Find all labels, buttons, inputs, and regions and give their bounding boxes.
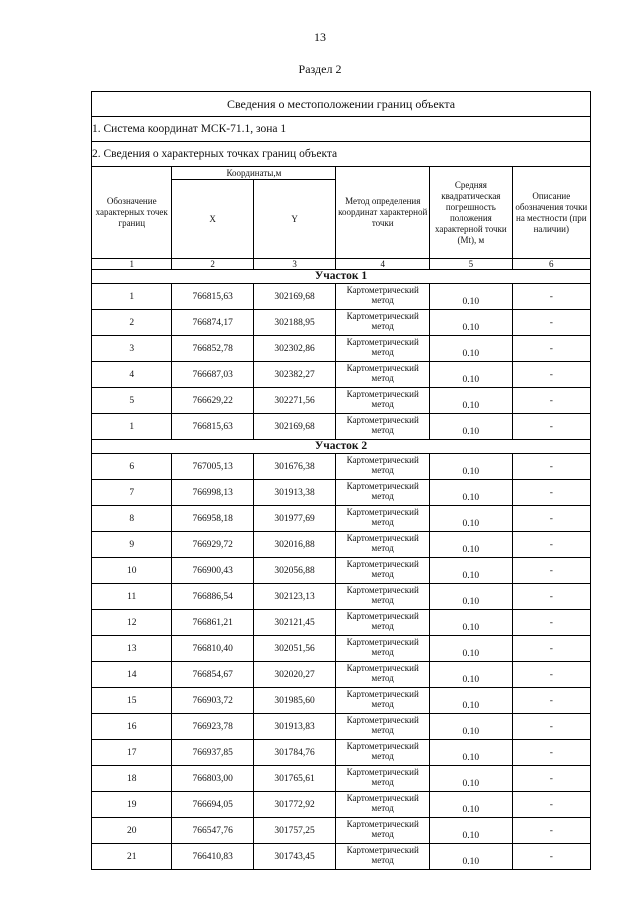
- point-id-cell: 14: [92, 662, 172, 688]
- y-coordinate-cell: 301743,45: [253, 844, 335, 870]
- column-number: 4: [336, 259, 430, 270]
- section-title: Раздел 2: [298, 62, 342, 76]
- table-row: [92, 844, 591, 870]
- table-row: [92, 740, 591, 766]
- table-row: [92, 480, 591, 506]
- accuracy-cell: 0.10: [430, 662, 512, 688]
- accuracy-cell: 0.10: [430, 740, 512, 766]
- point-id-cell: 3: [92, 336, 172, 362]
- point-id-cell: 8: [92, 506, 172, 532]
- description-cell: -: [512, 766, 590, 792]
- x-coordinate-cell: 767005,13: [172, 454, 253, 480]
- y-coordinate-cell: 302188,95: [253, 310, 335, 336]
- accuracy-cell: 0.10: [430, 792, 512, 818]
- table-row: [92, 792, 591, 818]
- point-id-cell: 13: [92, 636, 172, 662]
- method-cell: Картометрический метод: [336, 414, 430, 440]
- section-name: Участок 1: [92, 270, 591, 284]
- x-coordinate-cell: 766629,22: [172, 388, 253, 414]
- method-cell: Картометрический метод: [336, 844, 430, 870]
- x-coordinate-cell: 766854,67: [172, 662, 253, 688]
- accuracy-cell: 0.10: [430, 558, 512, 584]
- y-coordinate-cell: 301913,83: [253, 714, 335, 740]
- point-id-cell: 20: [92, 818, 172, 844]
- description-cell: -: [512, 414, 590, 440]
- point-id-cell: 12: [92, 610, 172, 636]
- accuracy-cell: 0.10: [430, 584, 512, 610]
- y-coordinate-cell: 301977,69: [253, 506, 335, 532]
- description-cell: -: [512, 284, 590, 310]
- y-coordinate-cell: 302169,68: [253, 284, 335, 310]
- x-coordinate-cell: 766410,83: [172, 844, 253, 870]
- table-row: [92, 636, 591, 662]
- point-id-cell: 11: [92, 584, 172, 610]
- x-coordinate-cell: 766694,05: [172, 792, 253, 818]
- section-name: Участок 2: [92, 440, 591, 454]
- description-cell: -: [512, 558, 590, 584]
- x-coordinate-cell: 766998,13: [172, 480, 253, 506]
- table-row: [92, 414, 591, 440]
- point-id-cell: 19: [92, 792, 172, 818]
- table-row: [92, 662, 591, 688]
- table-row: [92, 610, 591, 636]
- point-id-cell: 7: [92, 480, 172, 506]
- y-coordinate-cell: 302302,86: [253, 336, 335, 362]
- point-id-cell: 16: [92, 714, 172, 740]
- description-cell: -: [512, 336, 590, 362]
- method-cell: Картометрический метод: [336, 284, 430, 310]
- y-coordinate-cell: 301772,92: [253, 792, 335, 818]
- description-cell: -: [512, 792, 590, 818]
- y-coordinate-cell: 302123,13: [253, 584, 335, 610]
- x-coordinate-cell: 766815,63: [172, 414, 253, 440]
- method-cell: Картометрический метод: [336, 506, 430, 532]
- description-cell: -: [512, 584, 590, 610]
- method-cell: Картометрический метод: [336, 688, 430, 714]
- method-cell: Картометрический метод: [336, 714, 430, 740]
- x-coordinate-cell: 766958,18: [172, 506, 253, 532]
- description-cell: -: [512, 454, 590, 480]
- method-cell: Картометрический метод: [336, 454, 430, 480]
- accuracy-cell: 0.10: [430, 414, 512, 440]
- description-cell: -: [512, 662, 590, 688]
- section-row: [92, 440, 591, 454]
- header-x: X: [172, 180, 253, 259]
- description-cell: -: [512, 506, 590, 532]
- y-coordinate-cell: 302051,56: [253, 636, 335, 662]
- table-row: [92, 336, 591, 362]
- accuracy-cell: 0.10: [430, 714, 512, 740]
- x-coordinate-cell: 766687,03: [172, 362, 253, 388]
- x-coordinate-cell: 766937,85: [172, 740, 253, 766]
- y-coordinate-cell: 301676,38: [253, 454, 335, 480]
- x-coordinate-cell: 766886,54: [172, 584, 253, 610]
- point-id-cell: 21: [92, 844, 172, 870]
- description-cell: -: [512, 610, 590, 636]
- accuracy-cell: 0.10: [430, 310, 512, 336]
- accuracy-cell: 0.10: [430, 844, 512, 870]
- table-row: [92, 688, 591, 714]
- coordinate-system-line: 1. Система координат МСК-71.1, зона 1: [92, 117, 591, 142]
- accuracy-cell: 0.10: [430, 532, 512, 558]
- method-cell: Картометрический метод: [336, 336, 430, 362]
- table-row: [92, 284, 591, 310]
- y-coordinate-cell: 302056,88: [253, 558, 335, 584]
- accuracy-cell: 0.10: [430, 454, 512, 480]
- x-coordinate-cell: 766547,76: [172, 818, 253, 844]
- table-row: [92, 766, 591, 792]
- description-cell: -: [512, 818, 590, 844]
- y-coordinate-cell: 301913,38: [253, 480, 335, 506]
- x-coordinate-cell: 766815,63: [172, 284, 253, 310]
- y-coordinate-cell: 302016,88: [253, 532, 335, 558]
- method-cell: Картометрический метод: [336, 740, 430, 766]
- column-number: 3: [253, 259, 335, 270]
- x-coordinate-cell: 766923,78: [172, 714, 253, 740]
- header-description: Описание обозначения точки на местности (при наличии): [512, 167, 590, 259]
- accuracy-cell: 0.10: [430, 818, 512, 844]
- accuracy-cell: 0.10: [430, 636, 512, 662]
- section-row: [92, 270, 591, 284]
- method-cell: Картометрический метод: [336, 532, 430, 558]
- column-number: 6: [512, 259, 590, 270]
- accuracy-cell: 0.10: [430, 388, 512, 414]
- table-row: [92, 818, 591, 844]
- column-number: 2: [172, 259, 253, 270]
- points-info-line: 2. Сведения о характерных точках границ объекта: [92, 142, 591, 167]
- point-id-cell: 1: [92, 284, 172, 310]
- description-cell: -: [512, 388, 590, 414]
- accuracy-cell: 0.10: [430, 766, 512, 792]
- x-coordinate-cell: 766810,40: [172, 636, 253, 662]
- point-id-cell: 2: [92, 310, 172, 336]
- column-number: 5: [430, 259, 512, 270]
- header-coordinates: Координаты,м: [172, 167, 336, 180]
- column-number: 1: [92, 259, 172, 270]
- x-coordinate-cell: 766929,72: [172, 532, 253, 558]
- method-cell: Картометрический метод: [336, 662, 430, 688]
- description-cell: -: [512, 362, 590, 388]
- accuracy-cell: 0.10: [430, 506, 512, 532]
- table-row: [92, 454, 591, 480]
- accuracy-cell: 0.10: [430, 284, 512, 310]
- description-cell: -: [512, 636, 590, 662]
- method-cell: Картометрический метод: [336, 792, 430, 818]
- y-coordinate-cell: 301784,76: [253, 740, 335, 766]
- method-cell: Картометрический метод: [336, 310, 430, 336]
- y-coordinate-cell: 301765,61: [253, 766, 335, 792]
- accuracy-cell: 0.10: [430, 688, 512, 714]
- description-cell: -: [512, 688, 590, 714]
- y-coordinate-cell: 302121,45: [253, 610, 335, 636]
- header-designation: Обозначение характерных точек границ: [92, 167, 172, 259]
- y-coordinate-cell: 302382,27: [253, 362, 335, 388]
- header-accuracy: Средняя квадратическая погрешность положения характерной точки (Mt), м: [430, 167, 512, 259]
- description-cell: -: [512, 310, 590, 336]
- table-row: [92, 506, 591, 532]
- table-title: Сведения о местоположении границ объекта: [92, 92, 591, 117]
- description-cell: -: [512, 480, 590, 506]
- accuracy-cell: 0.10: [430, 610, 512, 636]
- boundary-points-table: [91, 91, 591, 870]
- method-cell: Картометрический метод: [336, 818, 430, 844]
- method-cell: Картометрический метод: [336, 388, 430, 414]
- description-cell: -: [512, 532, 590, 558]
- point-id-cell: 9: [92, 532, 172, 558]
- table-row: [92, 532, 591, 558]
- x-coordinate-cell: 766900,43: [172, 558, 253, 584]
- x-coordinate-cell: 766874,17: [172, 310, 253, 336]
- x-coordinate-cell: 766803,00: [172, 766, 253, 792]
- description-cell: -: [512, 714, 590, 740]
- table-row: [92, 388, 591, 414]
- table-row: [92, 584, 591, 610]
- accuracy-cell: 0.10: [430, 362, 512, 388]
- point-id-cell: 10: [92, 558, 172, 584]
- method-cell: Картометрический метод: [336, 766, 430, 792]
- table-row: [92, 362, 591, 388]
- point-id-cell: 18: [92, 766, 172, 792]
- point-id-cell: 6: [92, 454, 172, 480]
- accuracy-cell: 0.10: [430, 336, 512, 362]
- table-row: [92, 310, 591, 336]
- method-cell: Картометрический метод: [336, 480, 430, 506]
- x-coordinate-cell: 766852,78: [172, 336, 253, 362]
- y-coordinate-cell: 301757,25: [253, 818, 335, 844]
- description-cell: -: [512, 740, 590, 766]
- x-coordinate-cell: 766903,72: [172, 688, 253, 714]
- x-coordinate-cell: 766861,21: [172, 610, 253, 636]
- y-coordinate-cell: 301985,60: [253, 688, 335, 714]
- method-cell: Картометрический метод: [336, 610, 430, 636]
- header-y: Y: [253, 180, 335, 259]
- method-cell: Картометрический метод: [336, 362, 430, 388]
- point-id-cell: 5: [92, 388, 172, 414]
- y-coordinate-cell: 302271,56: [253, 388, 335, 414]
- point-id-cell: 4: [92, 362, 172, 388]
- y-coordinate-cell: 302020,27: [253, 662, 335, 688]
- point-id-cell: 1: [92, 414, 172, 440]
- table-row: [92, 558, 591, 584]
- description-cell: -: [512, 844, 590, 870]
- accuracy-cell: 0.10: [430, 480, 512, 506]
- page-number: 13: [314, 30, 326, 44]
- method-cell: Картометрический метод: [336, 558, 430, 584]
- point-id-cell: 15: [92, 688, 172, 714]
- y-coordinate-cell: 302169,68: [253, 414, 335, 440]
- method-cell: Картометрический метод: [336, 636, 430, 662]
- header-method: Метод определения координат характерной точки: [336, 167, 430, 259]
- point-id-cell: 17: [92, 740, 172, 766]
- table-row: [92, 714, 591, 740]
- method-cell: Картометрический метод: [336, 584, 430, 610]
